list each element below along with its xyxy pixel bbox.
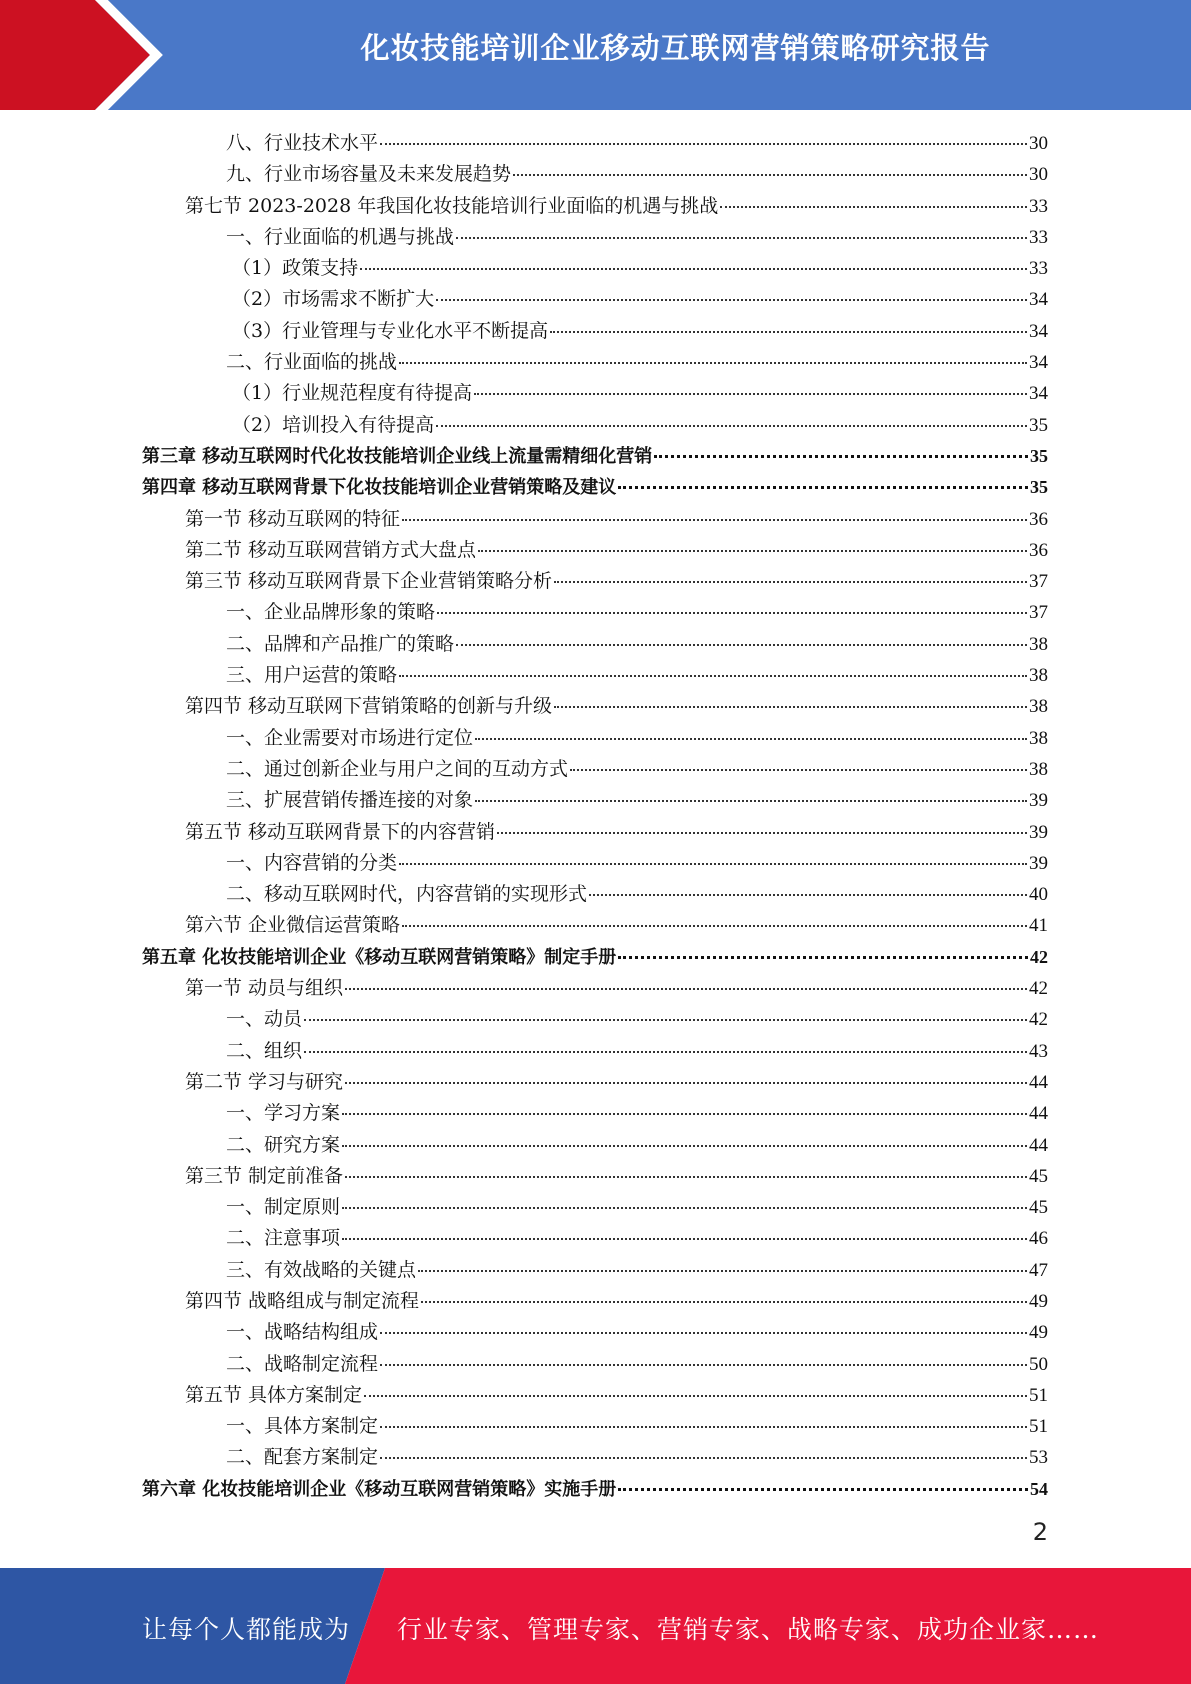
toc-subsection-entry[interactable] [0,1255,1048,1286]
toc-dot-leader [345,987,1027,990]
toc-subsection-entry[interactable] [0,1223,1048,1254]
toc-section-entry[interactable] [0,1161,1048,1192]
toc-dot-leader [475,737,1027,740]
toc-subsection-entry[interactable] [0,1098,1048,1129]
toc-entry-page: 40 [1029,884,1048,906]
toc-entry-page: 41 [1029,915,1048,937]
toc-entry-label: 第二节 移动互联网营销方式大盘点 [185,538,477,561]
toc-subsection-entry[interactable] [0,879,1048,910]
toc-entry-page: 44 [1029,1134,1048,1156]
page-number: 2 [1032,1518,1048,1546]
toc-section-entry[interactable] [0,817,1048,848]
toc-dot-leader [475,799,1027,802]
header-banner [0,0,1191,110]
toc-dot-leader [399,674,1027,677]
toc-dot-leader [345,1175,1027,1178]
toc-dot-leader [342,1206,1027,1209]
toc-entry-label: 一、学习方案 [226,1102,341,1125]
toc-subsection-entry[interactable] [0,723,1048,754]
toc-dot-leader [436,424,1027,427]
toc-entry-label: （3）行业管理与专业化水平不断提高 [232,319,549,342]
toc-entry-label: 二、组织 [226,1039,303,1062]
toc-subsection-entry[interactable] [0,1192,1048,1223]
toc-dot-leader [342,1144,1027,1147]
toc-dot-leader [436,298,1027,301]
toc-subsection-entry[interactable] [0,378,1048,409]
toc-dot-leader [399,862,1027,865]
toc-entry-page: 37 [1029,571,1048,593]
toc-section-entry[interactable] [0,566,1048,597]
toc-entry-page: 34 [1029,320,1048,342]
toc-entry-page: 38 [1029,758,1048,780]
toc-entry-label: 一、企业需要对市场进行定位 [226,726,474,749]
toc-chapter-entry[interactable] [0,942,1048,973]
toc-dot-leader [456,236,1027,239]
toc-entry-label: 第四节 移动互联网下营销策略的创新与升级 [185,695,553,718]
toc-section-entry[interactable] [0,1286,1048,1317]
toc-entry-page: 49 [1029,1322,1048,1344]
toc-entry-label: 一、企业品牌形象的策略 [226,601,436,624]
red-arrow-decoration [0,0,170,110]
toc-entry-label: 九、行业市场容量及未来发展趋势 [226,163,512,186]
toc-entry-page: 33 [1029,226,1048,248]
toc-dot-leader [513,173,1027,176]
toc-dot-leader [304,1018,1027,1021]
toc-subsection-entry[interactable] [0,284,1048,315]
toc-dot-leader [570,768,1027,771]
toc-entry-label: 一、行业面临的机遇与挑战 [226,225,455,248]
toc-subsection-entry[interactable] [0,629,1048,660]
toc-entry-page: 39 [1029,852,1048,874]
toc-subsection-entry[interactable] [0,660,1048,691]
toc-entry-label: 第六章 化妆技能培训企业《移动互联网营销策略》实施手册 [142,1478,617,1500]
toc-subsection-entry[interactable] [0,1036,1048,1067]
toc-entry-label: 二、注意事项 [226,1227,341,1250]
toc-entry-page: 47 [1029,1259,1048,1281]
toc-entry-page: 49 [1029,1290,1048,1312]
toc-entry-label: 八、行业技术水平 [226,132,379,154]
toc-dot-leader [380,1425,1027,1428]
toc-entry-label: 第五节 移动互联网背景下的内容营销 [185,820,496,843]
toc-entry-page: 34 [1029,383,1048,405]
toc-dot-leader [554,580,1027,583]
toc-subsection-entry[interactable] [0,159,1048,190]
toc-dot-leader [380,1331,1027,1334]
toc-entry-label: 第二节 学习与研究 [185,1070,344,1093]
toc-dot-leader [478,549,1027,552]
toc-dot-leader [554,705,1027,708]
toc-entry-label: 第七节 2023-2028 年我国化妆技能培训行业面临的机遇与挑战 [185,194,719,217]
toc-dot-leader [418,1269,1027,1272]
toc-dot-leader [618,1487,1028,1491]
toc-entry-page: 43 [1029,1040,1048,1062]
toc-entry-label: （1）行业规范程度有待提高 [232,382,473,405]
toc-section-entry[interactable] [0,504,1048,535]
toc-dot-leader [720,205,1027,208]
toc-subsection-entry[interactable] [0,1130,1048,1161]
toc-dot-leader [399,361,1027,364]
toc-entry-page: 54 [1030,1478,1048,1499]
toc-entry-page: 50 [1029,1353,1048,1375]
toc-subsection-entry[interactable] [0,347,1048,378]
toc-entry-page: 38 [1029,665,1048,687]
toc-entry-label: 三、用户运营的策略 [226,664,398,687]
toc-entry-page: 46 [1029,1228,1048,1250]
toc-entry-page: 42 [1030,946,1048,967]
toc-dot-leader [402,518,1027,521]
toc-dot-leader [402,924,1027,927]
toc-entry-label: 三、有效战略的关键点 [226,1258,417,1281]
toc-entry-label: 第五节 具体方案制定 [185,1383,363,1406]
table-of-contents [0,128,1191,1505]
toc-entry-page: 42 [1029,978,1048,1000]
toc-entry-label: 第三节 移动互联网背景下企业营销策略分析 [185,570,553,593]
toc-entry-label: 第一节 移动互联网的特征 [185,507,401,530]
toc-entry-label: 二、行业面临的挑战 [226,351,398,374]
toc-entry-page: 51 [1029,1384,1048,1406]
toc-entry-label: 第五章 化妆技能培训企业《移动互联网营销策略》制定手册 [142,946,617,968]
toc-entry-label: 一、制定原则 [226,1196,341,1219]
toc-section-entry[interactable] [0,910,1048,941]
toc-entry-label: 一、内容营销的分类 [226,851,398,874]
toc-dot-leader [550,330,1027,333]
toc-entry-page: 39 [1029,790,1048,812]
toc-entry-label: 第三章 移动互联网时代化妆技能培训企业线上流量需精细化营销 [142,445,653,467]
toc-dot-leader [360,267,1027,270]
toc-entry-page: 38 [1029,696,1048,718]
footer-slogan-left: 让每个人都能成为 [142,1615,351,1644]
toc-subsection-entry[interactable] [0,410,1048,441]
toc-subsection-entry[interactable] [0,848,1048,879]
toc-entry-page: 35 [1030,477,1048,498]
toc-entry-page: 51 [1029,1416,1048,1438]
toc-entry-label: 二、移动互联网时代，内容营销的实现形式 [226,883,588,906]
footer-banner [0,1568,1191,1684]
toc-entry-label: （2）培训投入有待提高 [232,413,435,436]
toc-entry-page: 45 [1029,1165,1048,1187]
toc-dot-leader [474,392,1027,395]
toc-entry-label: 二、通过创新企业与用户之间的互动方式 [226,757,569,780]
toc-subsection-entry[interactable] [0,1004,1048,1035]
toc-entry-page: 44 [1029,1071,1048,1093]
toc-dot-leader [497,831,1027,834]
toc-section-entry[interactable] [0,191,1048,222]
toc-entry-label: （1）政策支持 [232,257,359,280]
toc-entry-label: 二、品牌和产品推广的策略 [226,632,455,655]
toc-subsection-entry[interactable] [0,785,1048,816]
toc-entry-page: 36 [1029,539,1048,561]
toc-chapter-entry[interactable] [0,441,1048,472]
toc-subsection-entry[interactable] [0,253,1048,284]
toc-entry-label: 二、配套方案制定 [226,1446,379,1469]
toc-entry-label: （2）市场需求不断扩大 [232,288,435,311]
toc-entry-label: 二、研究方案 [226,1133,341,1156]
toc-subsection-entry[interactable] [0,1411,1048,1442]
toc-entry-label: 第三节 制定前准备 [185,1164,344,1187]
toc-entry-page: 33 [1029,258,1048,280]
toc-dot-leader [304,1050,1027,1053]
toc-entry-label: 第六节 企业微信运营策略 [185,914,401,937]
toc-dot-leader [342,1112,1027,1115]
toc-dot-leader [437,611,1027,614]
toc-entry-page: 37 [1029,602,1048,624]
toc-section-entry[interactable] [0,1067,1048,1098]
toc-dot-leader [618,955,1028,959]
toc-entry-page: 30 [1029,164,1048,186]
toc-subsection-entry[interactable] [0,128,1048,159]
toc-dot-leader [342,1237,1027,1240]
toc-entry-page: 34 [1029,352,1048,374]
toc-section-entry[interactable] [0,691,1048,722]
toc-subsection-entry[interactable] [0,754,1048,785]
toc-entry-page: 38 [1029,633,1048,655]
toc-dot-leader [364,1394,1027,1397]
toc-subsection-entry[interactable] [0,597,1048,628]
toc-dot-leader [456,643,1027,646]
toc-entry-page: 35 [1029,414,1048,436]
toc-section-entry[interactable] [0,535,1048,566]
toc-entry-page: 45 [1029,1197,1048,1219]
toc-entry-label: 一、动员 [226,1008,303,1031]
toc-entry-page: 42 [1029,1009,1048,1031]
toc-entry-label: 三、扩展营销传播连接的对象 [226,789,474,812]
toc-subsection-entry[interactable] [0,1442,1048,1473]
toc-section-entry[interactable] [0,973,1048,1004]
toc-entry-page: 38 [1029,727,1048,749]
toc-subsection-entry[interactable] [0,222,1048,253]
toc-entry-page: 36 [1029,508,1048,530]
toc-dot-leader [618,485,1028,489]
toc-entry-label: 第一节 动员与组织 [185,977,344,1000]
toc-subsection-entry[interactable] [0,1349,1048,1380]
toc-entry-page: 33 [1029,195,1048,217]
toc-entry-page: 44 [1029,1103,1048,1125]
toc-dot-leader [421,1300,1027,1303]
toc-entry-label: 一、具体方案制定 [226,1415,379,1438]
toc-chapter-entry[interactable] [0,472,1048,503]
toc-dot-leader [654,454,1028,458]
toc-entry-page: 35 [1030,445,1048,466]
toc-chapter-entry[interactable] [0,1474,1048,1505]
toc-entry-label: 第四章 移动互联网背景下化妆技能培训企业营销策略及建议 [142,477,617,499]
toc-entry-page: 30 [1029,133,1048,154]
toc-dot-leader [380,1456,1027,1459]
toc-dot-leader [380,142,1027,145]
toc-entry-label: 第四节 战略组成与制定流程 [185,1289,420,1312]
toc-entry-label: 二、战略制定流程 [226,1352,379,1375]
report-title: 化妆技能培训企业移动互联网营销策略研究报告 [360,31,991,65]
toc-entry-label: 一、战略结构组成 [226,1321,379,1344]
toc-entry-page: 39 [1029,821,1048,843]
toc-entry-page: 53 [1029,1447,1048,1469]
toc-subsection-entry[interactable] [0,316,1048,347]
toc-dot-leader [345,1081,1027,1084]
toc-entry-page: 34 [1029,289,1048,311]
footer-slogan-right: 行业专家、管理专家、营销专家、战略专家、成功企业家…… [397,1615,1100,1644]
toc-subsection-entry[interactable] [0,1317,1048,1348]
toc-section-entry[interactable] [0,1380,1048,1411]
toc-dot-leader [589,893,1027,896]
toc-dot-leader [380,1363,1027,1366]
